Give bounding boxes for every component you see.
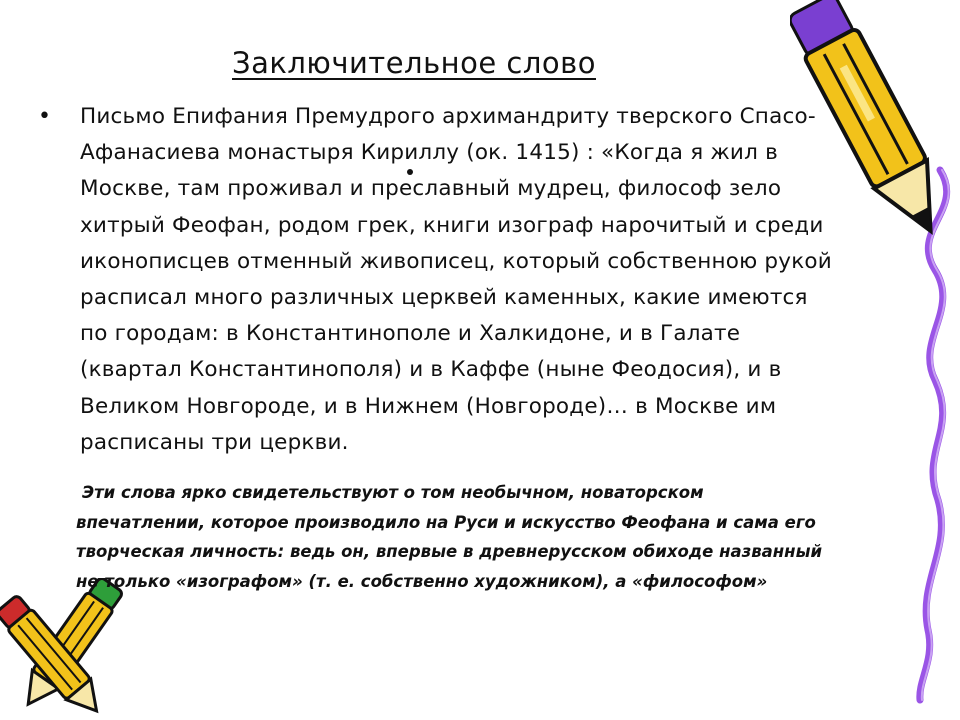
commentary-paragraph: Эти слова ярко свидетельствуют о том необычном, новаторском впечатлении, которое производило на Руси и искусство Феофана и сама его творческая личность: ведь он, впервые в древнерусском обиходе названный не только «изографом» (т. е. собственно художником), а «философом» — [76, 483, 823, 591]
crossed-pencils-icon — [0, 578, 140, 720]
stray-dot — [407, 169, 413, 175]
quote-paragraph: Письмо Епифания Премудрого архимандриту тверского Спасо-Афанасиева монастыря Кириллу (ок. 1415) : «Когда я жил в Москве, там проживал и преславный мудрец, философ зело хитрый Феофан, родом грек, книги изограф нарочитый и среди иконописцев отменный живописец, который собственною рукой расписал много различных церквей каменных, какие имеются по городам: в Константинополе и Халкидоне, и в Галате (квартал Константинополя) и в Каффе (ныне Феодосия), и в Великом Новгороде, и в Нижнем (Новгороде)… в Москве им расписаны три церкви. — [80, 104, 832, 455]
slide-title: Заключительное слово — [232, 46, 596, 80]
bullet-marker: • — [38, 104, 51, 129]
